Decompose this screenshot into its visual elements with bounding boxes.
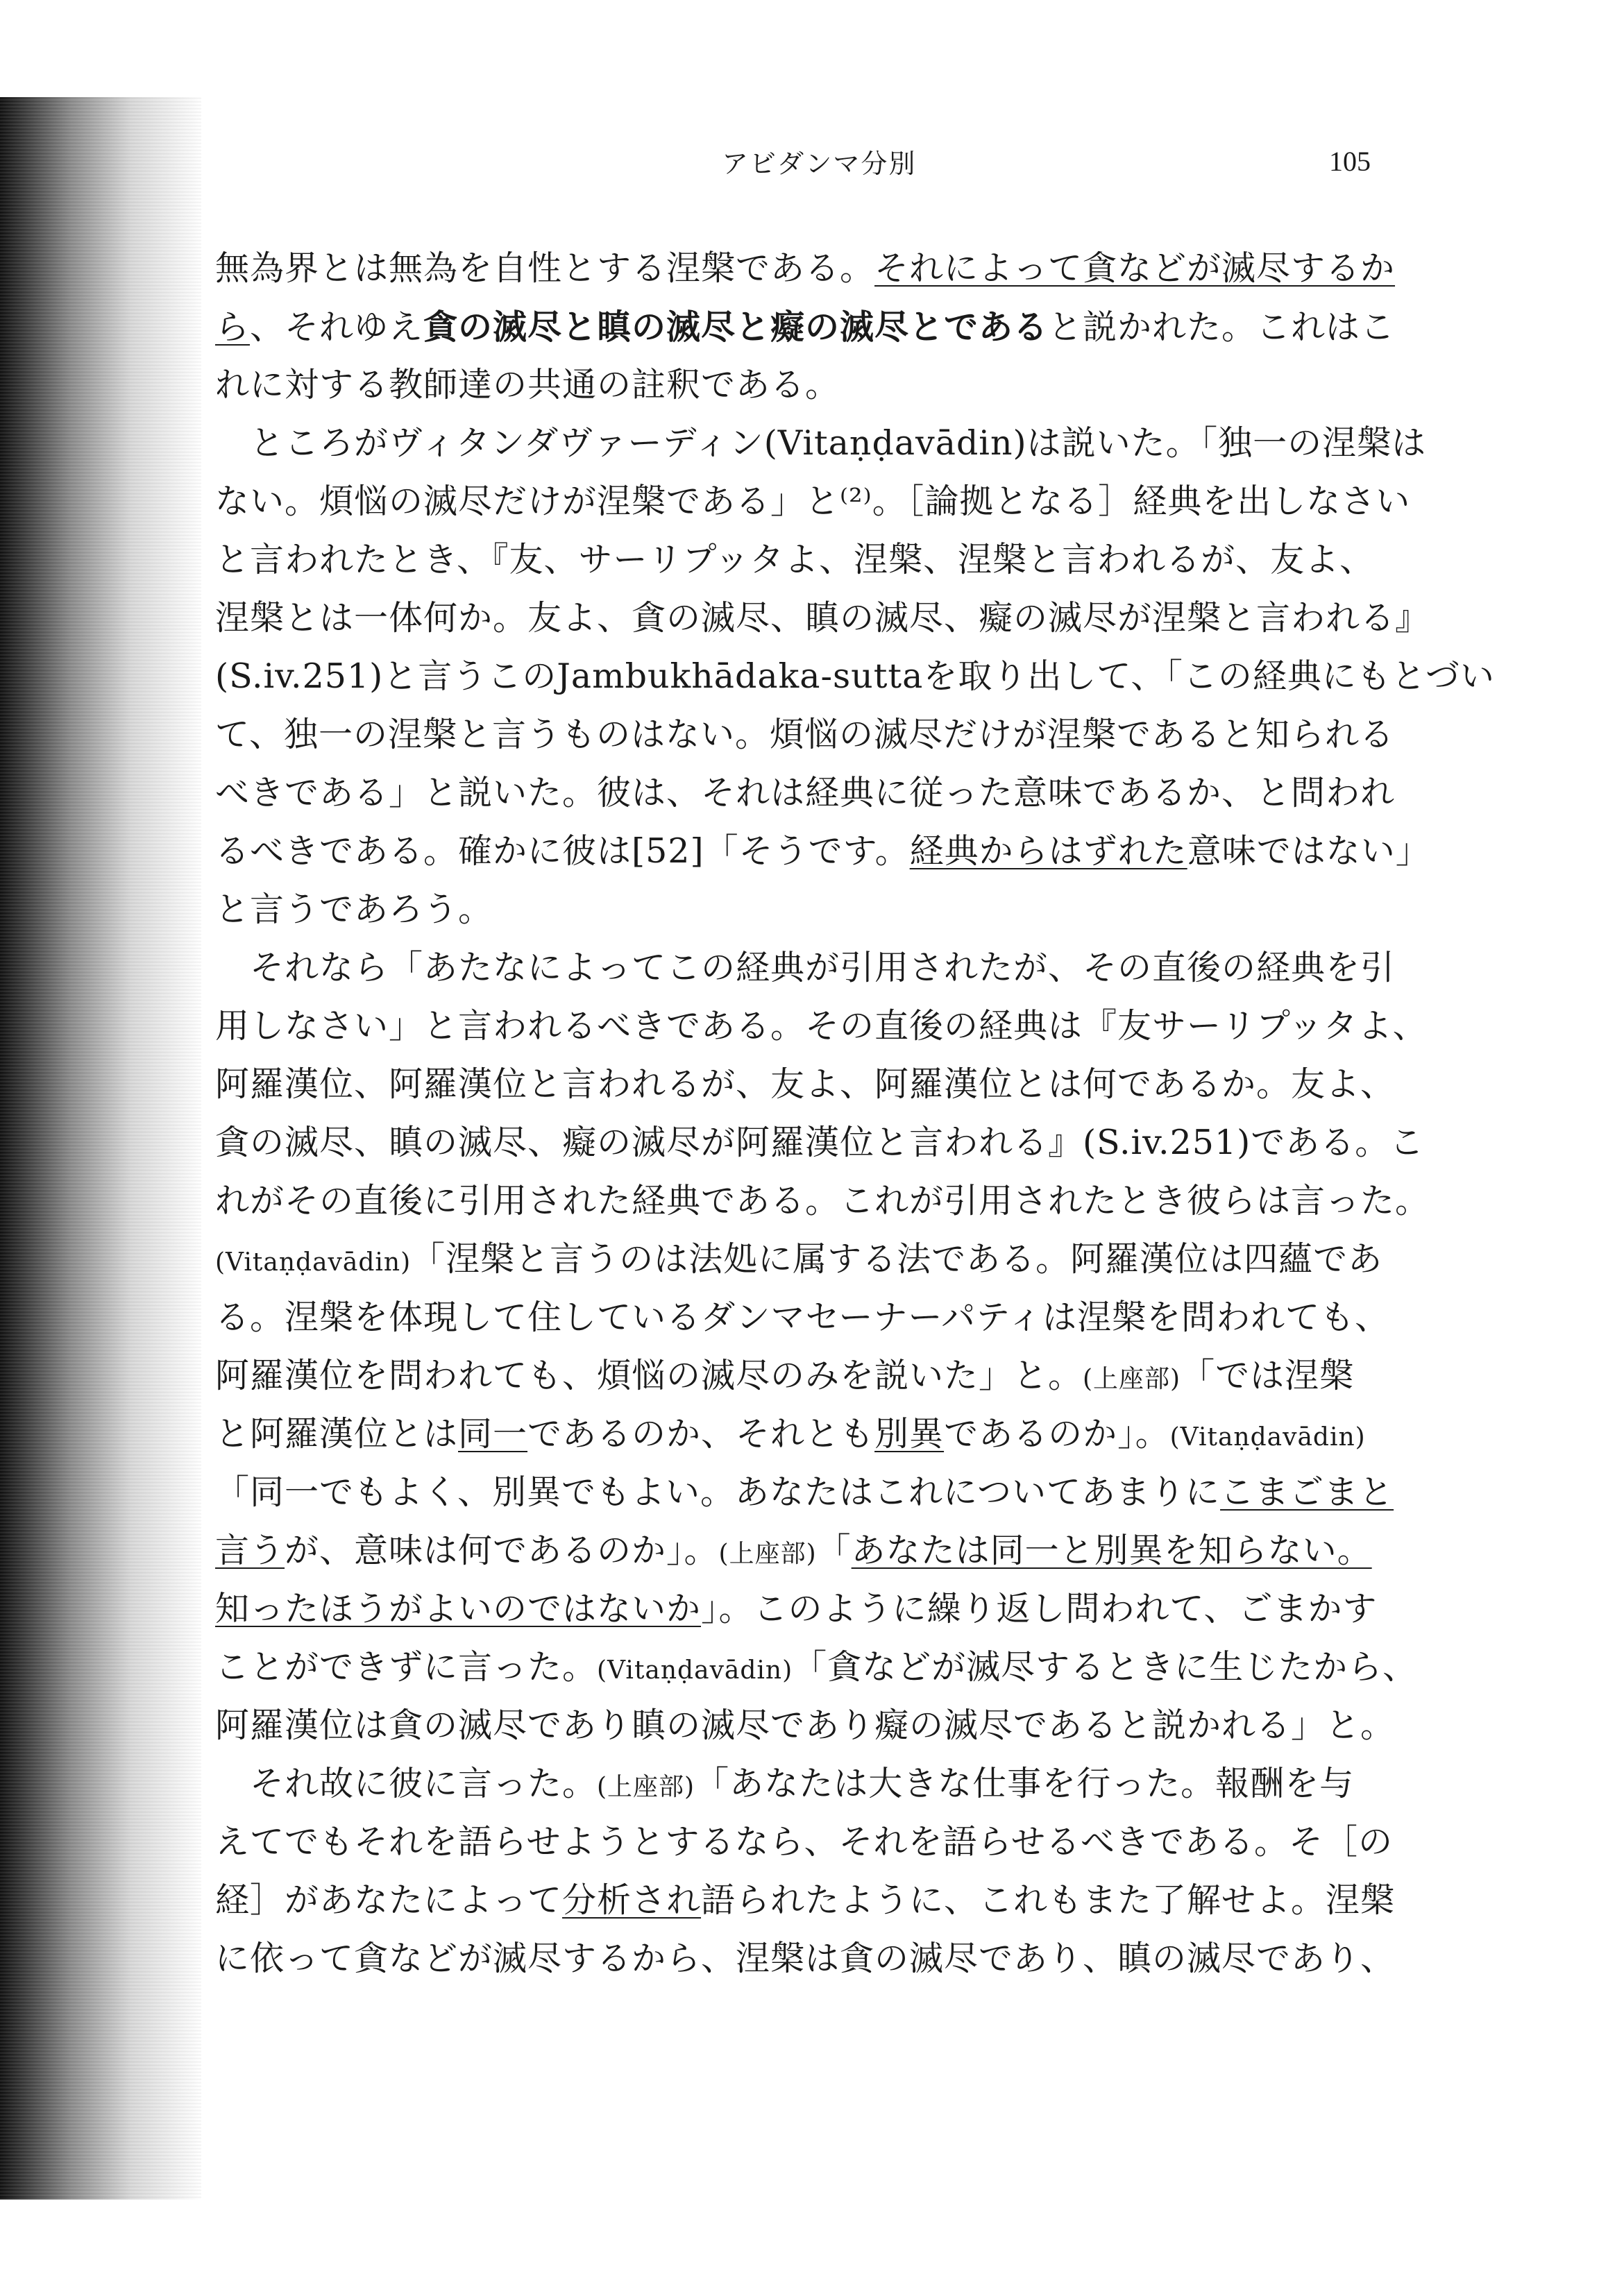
text-segment: べきである」と説いた。彼は、それは経典に従った意味であるか、と問われ [215,773,1396,813]
text-segment: ところがヴィタンダヴァーディン(Vitaṇḍavādin)は説いた。「独一の涅槃は [250,423,1427,463]
text-segment: 、それゆえ [250,307,424,347]
speaker-label: (Vitaṇḍavādin) [597,1656,793,1685]
text-segment: 語られたように、これもまた了解せよ。涅槃 [701,1880,1396,1920]
text-segment: 「あなたは大きな仕事を行った。報酬を与 [695,1764,1355,1803]
text-line [215,881,1416,939]
text-line [215,1755,1416,1813]
text-segment: 阿羅漢位、阿羅漢位と言われるが、友よ、阿羅漢位とは何であるか。友よ、 [215,1064,1396,1104]
text-line [215,1405,1416,1463]
text-segment: 阿羅漢位を問われても、煩悩の滅尽のみを説いた」と。 [215,1356,1083,1395]
text-segment: と言われたとき、『友、サーリプッタよ、涅槃、涅槃と言われるが、友よ、 [215,540,1375,579]
text-segment: 「 [816,1531,852,1570]
text-line [215,1055,1416,1114]
text-segment: て、独一の涅槃と言うものはない。煩悩の滅尽だけが涅槃であると知られる [215,715,1395,754]
text-segment: と言うであろう。 [215,890,493,929]
running-title: アビダンマ分別 [722,148,917,179]
text-line [215,1522,1416,1580]
text-line [215,1871,1416,1930]
text-segment: えてでもそれを語らせようとするなら、それを語らせるべきである。そ［の [215,1822,1394,1862]
text-segment: 」。このように繰り返し問われて、ごまかす [701,1589,1378,1629]
text-line [215,1813,1416,1871]
text-line [215,1930,1416,1988]
text-line [215,298,1416,356]
text-segment: であるのか、それとも [527,1414,875,1454]
text-segment: 貪の滅尽、瞋の滅尽、癡の滅尽が阿羅漢位と言われる』(S.iv.251)である。こ [215,1123,1425,1162]
underlined-text: こまごまと [1220,1472,1394,1512]
text-segment: それなら「あたなによってこの経典が引用されたが、その直後の経典を引 [250,948,1396,987]
speaker-label: (Vitaṇḍavādin) [1169,1423,1366,1452]
underlined-text: 別異 [874,1414,945,1454]
page-binding-texture [0,97,201,2200]
underlined-text: 同一 [458,1414,528,1454]
page-number: 105 [1329,146,1371,177]
text-line [215,239,1416,298]
speaker-label: (上座部) [1083,1365,1181,1393]
text-segment: 「では涅槃 [1181,1356,1355,1395]
body-text [215,239,1495,1988]
page-header [0,142,1624,191]
text-segment: (S.iv.251)と言うこのJambukhādaka-suttaを取り出して、「この経典にもとづい [215,656,1495,696]
text-segment: であるのか」。 [944,1414,1170,1454]
text-line [215,1114,1425,1172]
text-line [215,764,1416,822]
text-segment: れに対する教師達の共通の註釈である。 [215,365,840,405]
speaker-label: (上座部) [718,1540,817,1568]
text-segment: ない。煩悩の滅尽だけが涅槃である」と⁽²⁾。［論拠となる］経典を出しなさい [215,482,1411,521]
text-segment: る。涅槃を体現して住しているダンマセーナーパティは涅槃を問われても、 [215,1298,1390,1337]
text-line [215,589,1430,647]
text-segment: れがその直後に引用された経典である。これが引用されたとき彼らは言った。 [215,1181,1430,1221]
text-line [215,939,1416,997]
underlined-text: あなたは同一と別異を知らない。 [851,1531,1372,1570]
text-segment: 「同一でもよく、別異でもよい。あなたはこれについてあまりに [215,1472,1221,1512]
text-segment: と阿羅漢位とは [215,1414,459,1454]
text-line [215,531,1416,589]
text-segment: に依って貪などが滅尽するから、涅槃は貪の滅尽であり、瞋の滅尽であり、 [215,1939,1396,1978]
underlined-text: 分析され [562,1880,702,1920]
underlined-text: 経典からはずれた [909,831,1187,871]
text-line [215,1289,1416,1347]
speaker-label: (Vitaṇḍavādin) [215,1248,412,1277]
underlined-text: それによって貪などが滅尽するか [874,248,1396,288]
text-segment: 「貪などが滅尽するときに生じたから、 [793,1647,1418,1687]
text-segment: 経］があなたによって [215,1880,563,1920]
text-line [215,1347,1416,1405]
text-segment: 涅槃とは一体何か。友よ、貪の滅尽、瞋の滅尽、癡の滅尽が涅槃と言われる』 [215,598,1430,638]
text-segment: 阿羅漢位は貪の滅尽であり瞋の滅尽であり癡の滅尽であると説かれる」と。 [215,1706,1396,1745]
text-line [215,1172,1430,1230]
text-segment: ことができずに言った。 [215,1647,598,1687]
text-line [215,647,1495,706]
text-segment: が、意味は何であるのか」。 [285,1531,719,1570]
text-line [215,1638,1416,1697]
underlined-text: ら [215,307,251,347]
text-segment: るべきである。確かに彼は[52]「そうです。 [215,831,910,871]
underlined-text: 言う [215,1531,285,1570]
text-line [215,1580,1416,1638]
text-line [215,1697,1416,1755]
underlined-text: 知ったほうがよいのではないか [215,1589,702,1629]
bold-text: 貪の滅尽と瞋の滅尽と癡の滅尽とである [423,307,1049,347]
speaker-label: (上座部) [597,1773,695,1801]
text-segment: 意味ではない」 [1187,831,1430,871]
text-line [215,822,1430,881]
text-line [215,1230,1416,1289]
text-segment: 「涅槃と言うのは法処に属する法である。阿羅漢位は四蘊であ [411,1239,1383,1279]
text-segment: 無為界とは無為を自性とする涅槃である。 [215,248,875,288]
text-line [215,706,1416,764]
text-line [215,997,1428,1055]
text-segment: と説かれた。これはこ [1048,307,1396,347]
text-segment: 用しなさい」と言われるべきである。その直後の経典は『友サーリプッタよ、 [215,1006,1428,1046]
text-line [215,414,1427,473]
text-segment: それ故に彼に言った。 [250,1764,598,1803]
text-line [215,473,1416,531]
text-line [215,356,1416,414]
text-line [215,1463,1416,1522]
